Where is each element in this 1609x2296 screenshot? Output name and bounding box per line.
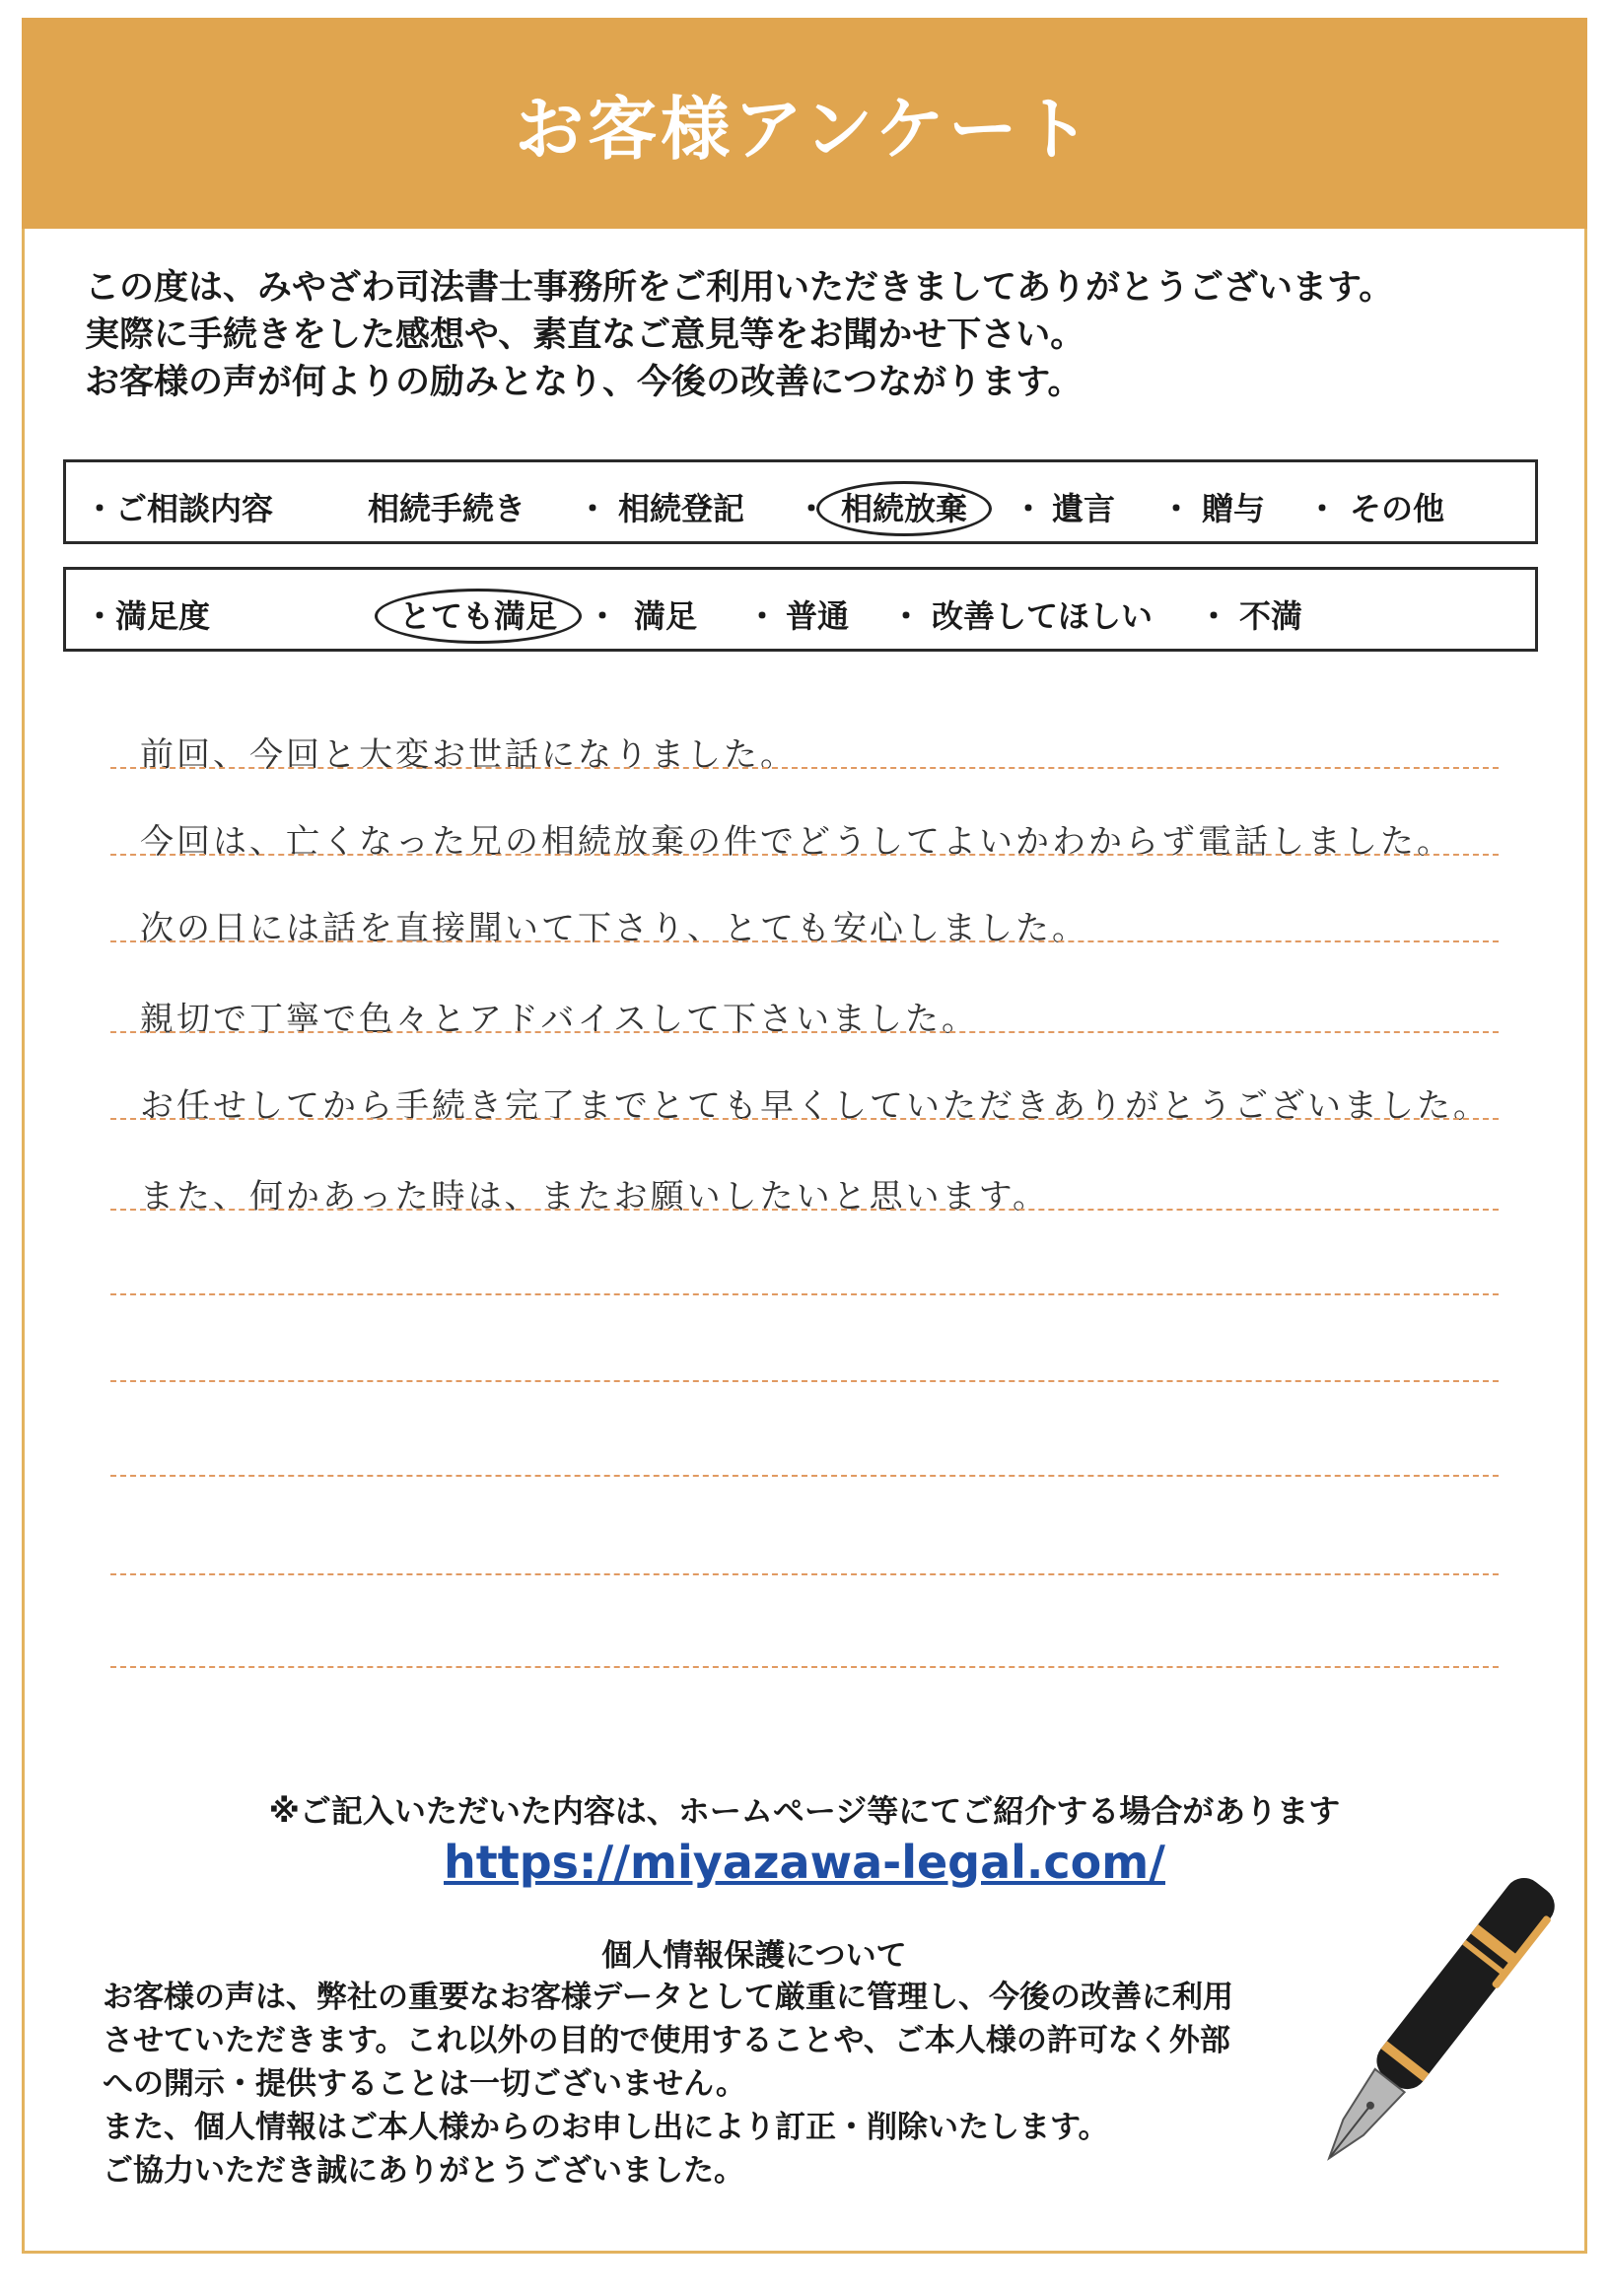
option-futsuu[interactable]: 普通	[786, 597, 850, 635]
option-totemo-manzoku-selected[interactable]	[399, 591, 557, 637]
comment-line: 前回、今回と大変お世話になりました。	[140, 735, 797, 775]
separator: ・	[1306, 490, 1339, 527]
option-souzoku-touki[interactable]: 相続登記	[618, 490, 745, 527]
comment-line: 今回は、亡くなった兄の相続放棄の件でどうしてよいかわからず電話しました。	[140, 822, 1453, 862]
page-title: お客様アンケート	[515, 88, 1094, 170]
privacy-line: させていただきます。これ以外の目的で使用することや、ご本人様の許可なく外部	[103, 2023, 1230, 2058]
separator: ・	[1198, 597, 1230, 635]
ruled-line	[110, 1666, 1499, 1668]
ruled-line	[110, 1118, 1499, 1120]
separator: ・	[587, 597, 619, 635]
satisfaction-box	[63, 567, 1538, 652]
ruled-line	[110, 1573, 1499, 1575]
privacy-text	[103, 1976, 1345, 2192]
comment-line: 次の日には話を直接聞いて下さり、とても安心しました。	[140, 909, 1088, 948]
selected-circle: とても満足	[375, 589, 582, 644]
consultation-box	[63, 459, 1538, 544]
consultation-label: ・ご相談内容	[84, 490, 274, 527]
ruled-line	[110, 1209, 1499, 1211]
website-link[interactable]: https://miyazawa-legal.com/	[444, 1836, 1165, 1889]
option-sonota[interactable]: その他	[1350, 490, 1445, 527]
separator: ・	[1160, 490, 1193, 527]
satisfaction-label: ・満足度	[84, 597, 211, 635]
separator: ・	[746, 597, 779, 635]
privacy-line: また、個人情報はご本人様からのお申し出により訂正・削除いたします。	[103, 2110, 1109, 2145]
ruled-line	[110, 1293, 1499, 1295]
option-souzoku-houki-selected[interactable]	[841, 484, 967, 529]
intro-line: お客様の声が何よりの励みとなり、今後の改善につながります。	[85, 363, 1083, 402]
comment-line: 親切で丁寧で色々とアドバイスして下さいました。	[140, 1000, 978, 1039]
option-manzoku[interactable]: 満足	[634, 597, 698, 635]
separator: ・	[796, 490, 828, 527]
ruled-line	[110, 1475, 1499, 1477]
comment-line: また、何かあった時は、またお願いしたいと思います。	[140, 1177, 1049, 1217]
separator: ・	[1013, 490, 1045, 527]
intro-text	[85, 264, 1544, 406]
ruled-line	[110, 854, 1499, 856]
selected-circle: 相続放棄	[816, 481, 992, 536]
fountain-pen-icon	[1292, 1865, 1558, 2200]
privacy-line: ご協力いただき誠にありがとうございました。	[103, 2153, 744, 2189]
ruled-line	[110, 767, 1499, 769]
separator: ・	[577, 490, 609, 527]
option-kaizen[interactable]: 改善してほしい	[932, 597, 1154, 635]
publication-notice: ※ご記入いただいた内容は、ホームページ等にてご紹介する場合があります	[268, 1792, 1341, 1830]
option-zouyo[interactable]: 贈与	[1202, 490, 1266, 527]
ruled-line	[110, 1380, 1499, 1382]
comment-line: お任せしてから手続き完了までとても早くしていただきありがとうございました。	[140, 1086, 1490, 1126]
intro-line: 実際に手続きをした感想や、素直なご意見等をお聞かせ下さい。	[85, 315, 1085, 355]
option-souzoku-tetsuzuki[interactable]: 相続手続き	[368, 490, 526, 527]
option-yuigon[interactable]: 遺言	[1052, 490, 1116, 527]
option-fuman[interactable]: 不満	[1239, 597, 1303, 635]
header-band	[22, 18, 1587, 229]
privacy-line: への開示・提供することは一切ございません。	[103, 2066, 746, 2102]
privacy-line: お客様の声は、弊社の重要なお客様データとして厳重に管理し、今後の改善に利用	[103, 1980, 1233, 2015]
privacy-title: 個人情報保護について	[601, 1938, 907, 1974]
separator: ・	[890, 597, 923, 635]
intro-line: この度は、みやざわ司法書士事務所をご利用いただきましてありがとうございます。	[85, 268, 1394, 308]
ruled-line	[110, 940, 1499, 942]
ruled-line	[110, 1031, 1499, 1033]
